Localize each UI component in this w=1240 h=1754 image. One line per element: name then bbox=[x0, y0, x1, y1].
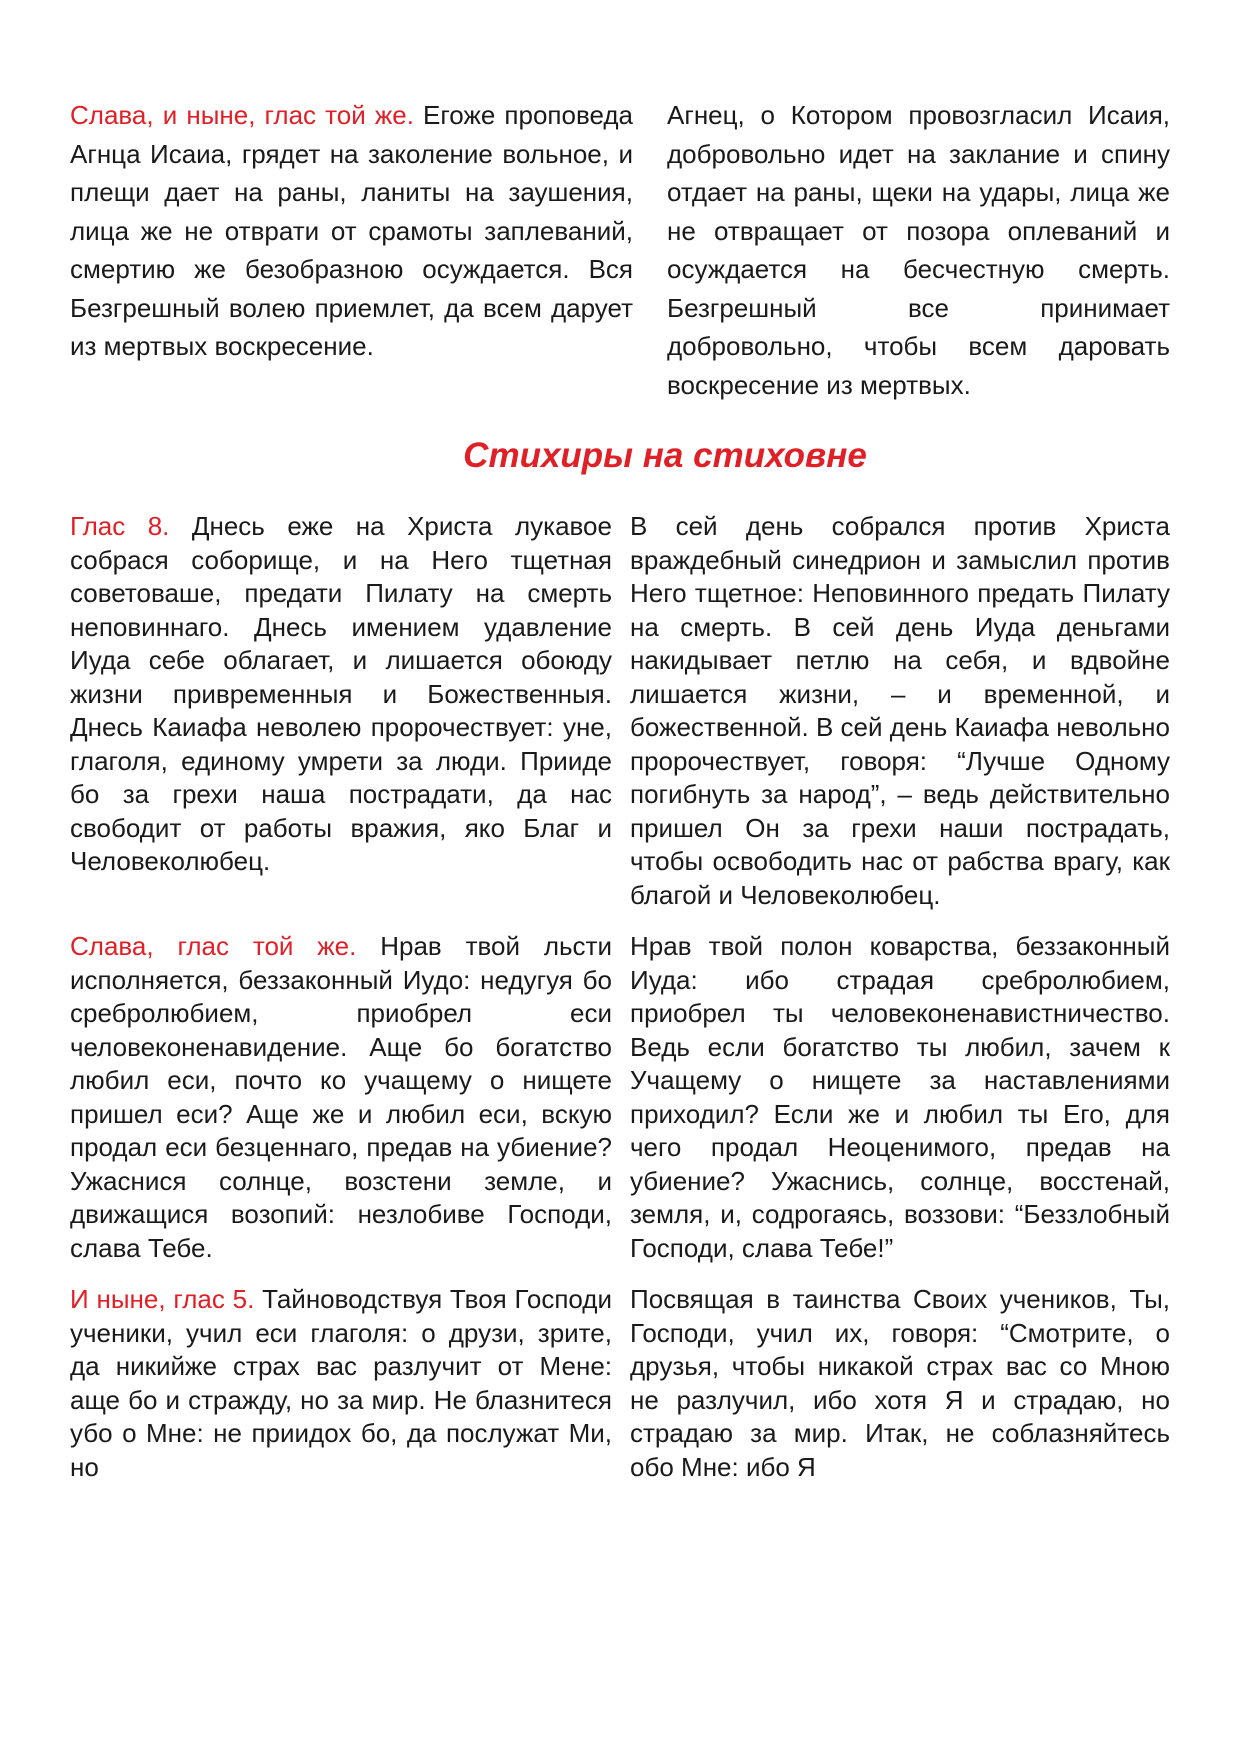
slavonic-body: Днесь еже на Христа лукавое собрася соборище, и на Него тщетная советоваше, предати Пилату на смерть неповиннаго. Днесь имением удавление Иуда себе облагает, и лишается обоюду жизни привременныя и Божественныя. Днесь Каиафа неволею пророчествует: уне, глаголя, единому умрети за люди. Прииде бо за грехи наша пострадати, да нас свободит от работы вражия, яко Благ и Человеколюбец. bbox=[70, 511, 612, 876]
russian-text: Посвящая в таинства Своих учеников, Ты, Господи, учил их, говоря: “Смотрите, о друзья, чтобы никакой страх вас со Мною не разлучил, ибо хотя Я и страдаю, но страдаю за мир. Итак, не соблазняйтесь обо Мне: ибо Я bbox=[630, 1284, 1170, 1482]
parallel-block-4 bbox=[70, 1283, 1170, 1484]
rubric-heading: Глас 8. bbox=[70, 511, 170, 541]
slavonic-body: Егоже проповеда Агнца Исаиа, грядет на заколение вольное, и плещи дает на раны, ланиты на заушения, лица же не отврати от срамоты заплеваний, смертию же безобразною осуждается. Вся Безгрешный волею приемлет, да всем дарует из мертвых воскресение. bbox=[70, 100, 633, 361]
russian-text: Нрав твой полон коварства, беззаконный Иуда: ибо страдая сребролюбием, приобрел ты человеконенавистничество. Ведь если богатство ты любил, зачем к Учащему о нищете за наставлениями приходил? Если же и любил ты Его, для чего продал Неоценимого, предав на убиение? Ужаснись, солнце, восстенай, земля, и, содрогаясь, воззови: “Беззлобный Господи, слава Тебе!” bbox=[630, 931, 1170, 1263]
section-title: Стихиры на стиховне bbox=[463, 436, 867, 475]
slavonic-text bbox=[70, 1283, 612, 1484]
parallel-block-2 bbox=[70, 510, 1170, 912]
spacer bbox=[70, 912, 1170, 930]
slavonic-text bbox=[70, 930, 612, 1265]
parallel-block-1 bbox=[70, 96, 1170, 404]
rubric-heading: Слава, глас той же. bbox=[70, 931, 357, 961]
slavonic-body: Тайноводствуя Твоя Господи ученики, учил еси глаголя: о друзи, зрите, да никийже страх вас разлучит от Мене: аще бо и стражду, но за мир. Не блазнитеся убо о Мне: не приидох бо, да послужат Ми, но bbox=[70, 1284, 612, 1482]
spacer bbox=[70, 1265, 1170, 1283]
slavonic-body: Нрав твой льсти исполняется, беззаконный Иудо: недугуя бо сребролюбием, приобрел еси человеконенавидение. Аще бо богатство любил еси, почто ко учащему о нищете пришел еси? Аще же и любил еси, вскую продал еси безценнаго, предав на убиение? Ужаснися солнце, возстени земле, и движащися возопий: незлобиве Господи, слава Тебе. bbox=[70, 931, 612, 1263]
russian-text: Агнец, о Котором провозгласил Исаия, добровольно идет на заклание и спину отдает на раны, щеки на удары, лица же не отвращает от позора оплеваний и осуждается на бесчестную смерть. Безгрешный все принимает добровольно, чтобы всем даровать воскресение из мертвых. bbox=[667, 100, 1170, 400]
slavonic-text bbox=[70, 96, 633, 404]
russian-text: В сей день собрался против Христа враждебный синедрион и замыслил против Него тщетное: Неповинного предать Пилату на смерть. В сей день Иуда деньгами накидывает петлю на себя, и вдвойне лишается жизни, – и временной, и божественной. В сей день Каиафа невольно пророчествует, говоря: “Лучше Одному погибнуть за народ”, – ведь действительно пришел Он за грехи наши пострадать, чтобы освободить нас от рабства врагу, как благой и Человеколюбец. bbox=[630, 511, 1170, 910]
rubric-heading: И ныне, глас 5. bbox=[70, 1284, 255, 1314]
page bbox=[70, 96, 1170, 1484]
rubric-heading: Слава, и ныне, глас той же. bbox=[70, 100, 414, 130]
slavonic-text bbox=[70, 510, 612, 912]
parallel-block-3 bbox=[70, 930, 1170, 1265]
